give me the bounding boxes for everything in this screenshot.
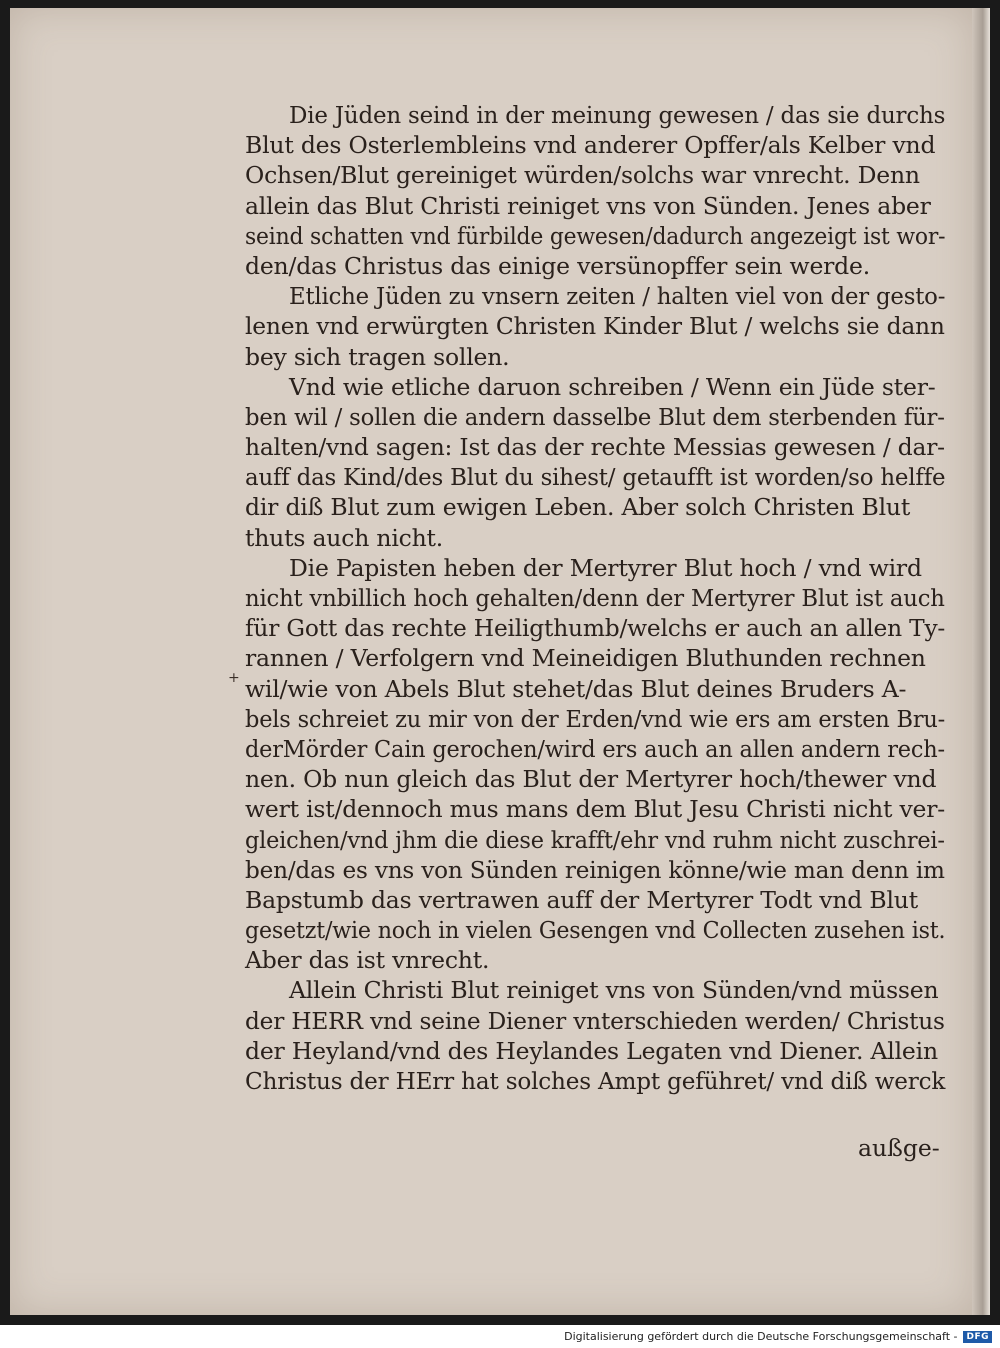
text-line: wil/wie von Abels Blut stehet/das Blut deines Bruders A- (245, 674, 907, 703)
text-line: bels schreiet zu mir von der Erden/vnd wie ers am ersten Bru- (245, 704, 946, 733)
margin-mark: + (228, 670, 240, 686)
text-line: allein das Blut Christi reiniget vns von Sünden. Jenes aber (245, 191, 931, 220)
text-line: Aber das ist vnrecht. (245, 946, 490, 975)
dfg-logo: DFG (963, 1331, 992, 1343)
text-line: der Heyland/vnd des Heylandes Legaten vnd Diener. Allein (245, 1036, 938, 1065)
text-line: Bapstumb das vertrawen auff der Mertyrer Todt vnd Blut (245, 885, 918, 914)
text-line: Vnd wie etliche daruon schreiben / Wenn ein Jüde ster- (289, 372, 936, 401)
text-line: bey sich tragen sollen. (245, 342, 510, 371)
text-line: für Gott das rechte Heiligthumb/welchs er auch an allen Ty- (245, 614, 946, 643)
text-line: der HERR vnd seine Diener vnterschieden werden/ Christus (245, 1006, 945, 1035)
text-line: gleichen/vnd jhm die diese krafft/ehr vnd ruhm nicht zuschrei- (245, 825, 945, 854)
text-line: Etliche Jüden zu vnsern zeiten / halten viel von der gesto- (289, 282, 946, 311)
catchword: außge- (858, 1134, 940, 1162)
text-line: rannen / Verfolgern vnd Meineidigen Bluthunden rechnen (245, 644, 926, 673)
text-line: thuts auch nicht. (245, 523, 444, 552)
text-line: Allein Christi Blut reiniget vns von Sünden/vnd müssen (289, 976, 939, 1005)
footer (564, 1330, 992, 1343)
text-body (245, 100, 945, 1096)
text-line: wert ist/dennoch mus mans dem Blut Jesu Christi nicht ver- (245, 795, 945, 824)
text-line: Die Jüden seind in der meinung gewesen / das sie durchs (289, 101, 946, 129)
text-line: den/das Christus das einige versünopffer sein werde. (245, 251, 871, 280)
text-line: Ochsen/Blut gereiniget würden/solchs war vnrecht. Denn (245, 161, 920, 190)
text-line: Christus der HErr hat solches Ampt geführet/ vnd diß werck (245, 1067, 946, 1095)
funding-credit: Digitalisierung gefördert durch die Deutsche Forschungsgemeinschaft - (564, 1330, 958, 1343)
text-line: ben/das es vns von Sünden reinigen könne/wie man denn im (245, 855, 945, 884)
text-line: ben wil / sollen die andern dasselbe Blut dem sterbenden für- (245, 402, 945, 431)
text-line: lenen vnd erwürgten Christen Kinder Blut / welchs sie dann (245, 312, 945, 341)
text-line: derMörder Cain gerochen/wird ers auch an allen andern rech- (245, 734, 945, 763)
text-line: nen. Ob nun gleich das Blut der Mertyrer hoch/thewer vnd (245, 765, 937, 794)
text-line: dir diß Blut zum ewigen Leben. Aber solch Christen Blut (245, 493, 911, 522)
page-edge (972, 8, 990, 1315)
text-line: seind schatten vnd fürbilde gewesen/dadurch angezeigt ist wor- (245, 221, 946, 250)
text-line: Die Papisten heben der Mertyrer Blut hoch / vnd wird (289, 553, 922, 582)
text-line: nicht vnbillich hoch gehalten/denn der Mertyrer Blut ist auch (245, 584, 945, 612)
text-line: auff das Kind/des Blut du sihest/ getaufft ist worden/so helffe (245, 463, 946, 492)
text-line: Blut des Osterlembleins vnd anderer Opffer/als Kelber vnd (245, 131, 936, 160)
text-line: gesetzt/wie noch in vielen Gesengen vnd Collecten zusehen ist. (245, 916, 946, 945)
text-line: halten/vnd sagen: Ist das der rechte Messias gewesen / dar- (245, 433, 945, 462)
